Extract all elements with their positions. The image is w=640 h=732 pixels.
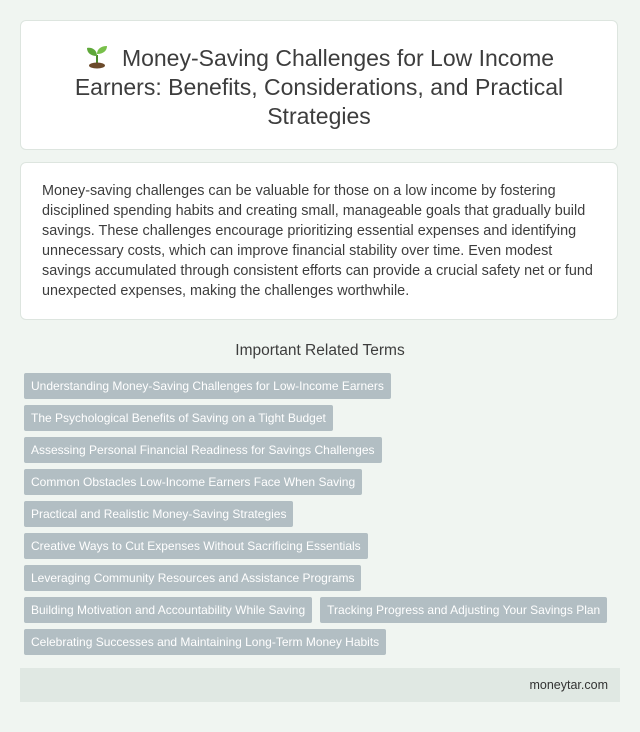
- page-title: [45, 43, 593, 131]
- term-tag[interactable]: Common Obstacles Low-Income Earners Face When Saving: [24, 469, 362, 495]
- related-terms-heading: Important Related Terms: [235, 342, 405, 359]
- page-title-text: Money-Saving Challenges for Low Income Earners: Benefits, Considerations, and Practical Strategies: [74, 45, 564, 129]
- sprout-icon: [84, 43, 110, 69]
- term-tag[interactable]: Celebrating Successes and Maintaining Long-Term Money Habits: [24, 629, 386, 655]
- term-tag[interactable]: Practical and Realistic Money-Saving Strategies: [24, 501, 293, 527]
- term-tag[interactable]: Building Motivation and Accountability While Saving: [24, 597, 312, 623]
- term-tag[interactable]: The Psychological Benefits of Saving on a Tight Budget: [24, 405, 333, 431]
- footer: [20, 668, 620, 702]
- intro-paragraph: Money-saving challenges can be valuable for those on a low income by fostering disciplined spending habits and creating small, manageable goals that gradually build savings. These challenges encourage prioritizing essential expenses and identifying unnecessary costs, which can improve financial stability over time. Even modest savings accumulated through consistent efforts can provide a crucial safety net or fund unexpected expenses, making the challenges worthwhile.: [42, 183, 593, 299]
- related-terms-list: [24, 373, 624, 661]
- intro-card: [20, 162, 618, 320]
- term-tag[interactable]: Tracking Progress and Adjusting Your Savings Plan: [320, 597, 607, 623]
- term-tag[interactable]: Creative Ways to Cut Expenses Without Sacrificing Essentials: [24, 533, 368, 559]
- term-tag[interactable]: Leveraging Community Resources and Assistance Programs: [24, 565, 361, 591]
- title-card: [20, 20, 618, 150]
- term-tag[interactable]: Assessing Personal Financial Readiness for Savings Challenges: [24, 437, 382, 463]
- footer-site-link[interactable]: moneytar.com: [529, 678, 608, 692]
- term-tag[interactable]: Understanding Money-Saving Challenges for Low-Income Earners: [24, 373, 391, 399]
